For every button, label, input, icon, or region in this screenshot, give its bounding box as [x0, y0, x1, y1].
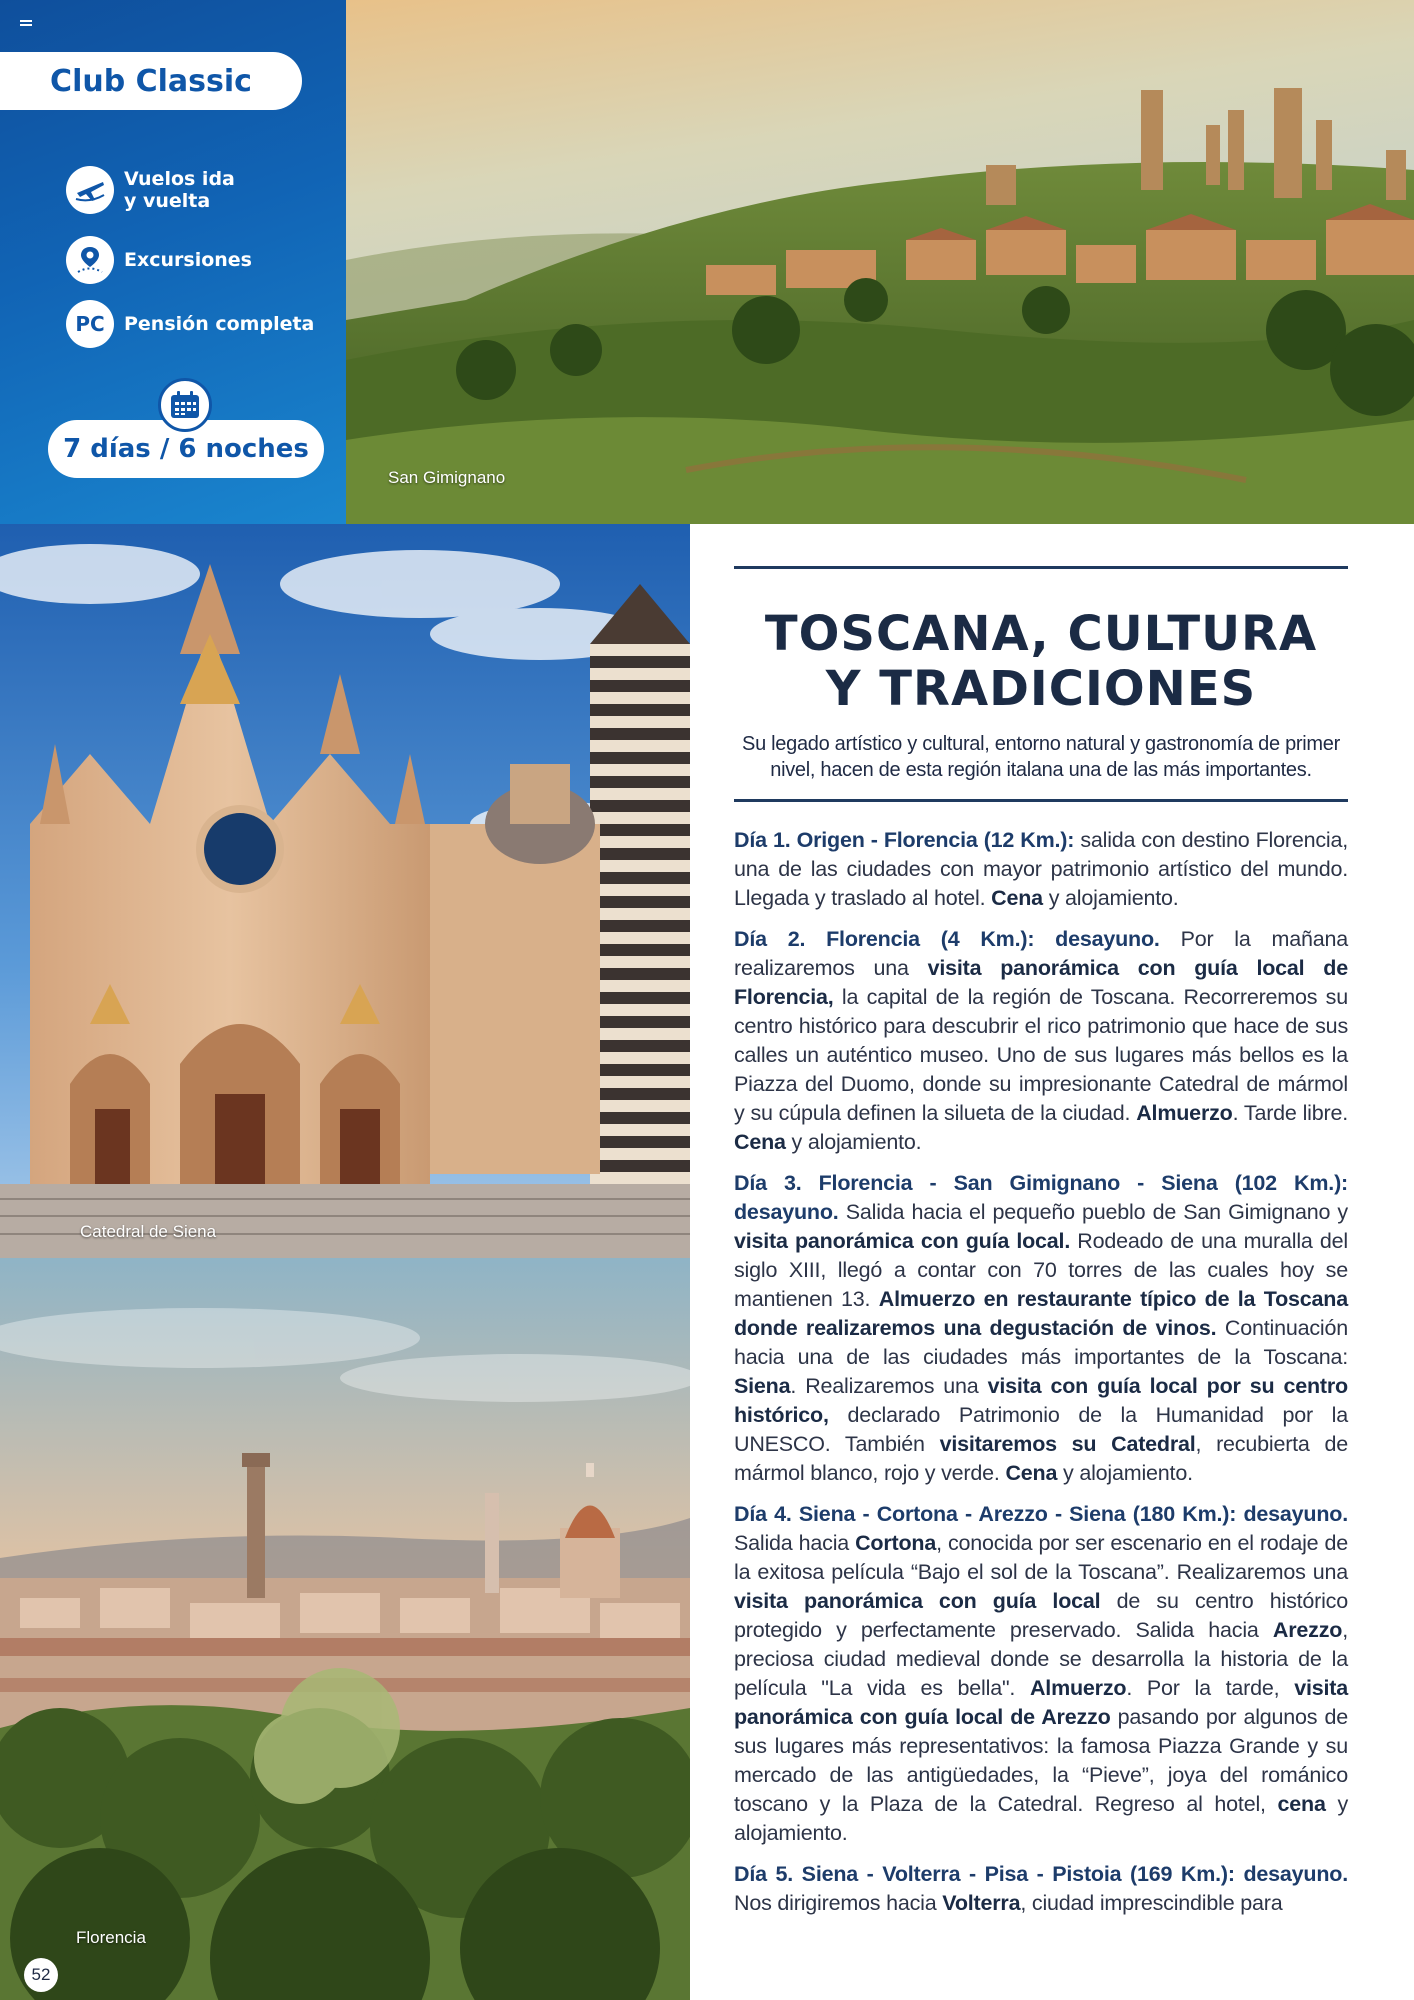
day-text: de su centro histórico protegido y perfectamente preservado. Salida hacia: [734, 1589, 1348, 1642]
day-text: Almuerzo en restaurante típico de la Toscana donde realizaremos una degustación de vinos.: [734, 1287, 1348, 1340]
itinerary-day-3: [734, 1169, 1348, 1488]
location-pin-icon: [66, 236, 114, 284]
day-text: Cortona: [855, 1531, 937, 1555]
feature-full-board-label: Pensión completa: [124, 313, 315, 335]
day-text: Por la mañana realizaremos una: [734, 927, 1348, 980]
itinerary-day-5: [734, 1860, 1348, 1918]
siena-cathedral-photo: [0, 524, 690, 1258]
day-text: Nos dirigiremos hacia: [734, 1891, 943, 1915]
day-text: visitaremos su Catedral: [939, 1432, 1196, 1456]
day-heading: Día 5. Siena - Volterra - Pisa - Pistoia (169 Km.): desayuno.: [734, 1862, 1348, 1886]
san-gimignano-caption: San Gimignano: [388, 468, 506, 487]
day-text: , recubierta de mármol blanco, rojo y verde.: [734, 1432, 1348, 1485]
day-text: salida con destino Florencia, una de las ciudades con mayor patrimonio artístico del mundo. Llegada y traslado al hotel.: [734, 828, 1348, 910]
itinerary-list: [734, 826, 1348, 1918]
feature-flights-label: Vuelos ida y vuelta: [124, 168, 235, 212]
day-heading: Día 2. Florencia (4 Km.): desayuno.: [734, 927, 1160, 951]
duration-pill: 7 días / 6 noches: [48, 420, 324, 478]
day-text: y alojamiento.: [1042, 886, 1179, 910]
day-text: Continuación hacia una de las ciudades más importantes de la Toscana:: [734, 1316, 1348, 1369]
florence-caption: Florencia: [76, 1928, 146, 1947]
itinerary-day-2: [734, 925, 1348, 1157]
day-text: , preciosa ciudad medieval donde se desarrolla la historia de la película "La vida es bella".: [734, 1618, 1348, 1700]
page-number: 52: [24, 1958, 58, 1992]
day-text: Rodeado de una muralla del siglo XIII, llegó a contar con 70 torres de las cuales hoy se mantienen 13.: [734, 1229, 1348, 1311]
calendar-icon: [158, 378, 212, 432]
day-heading: Día 4. Siena - Cortona - Arezzo - Siena (180 Km.): desayuno.: [734, 1502, 1348, 1526]
page-subtitle: Su legado artístico y cultural, entorno natural y gastronomía de primer nivel, hacen de esta región italana una de las más importantes.: [742, 733, 1340, 781]
florence-photo: [0, 1258, 690, 2000]
feature-excursions-label: Excursiones: [124, 249, 252, 271]
page-title: TOSCANA, CULTURA Y TRADICIONES: [764, 606, 1318, 717]
feature-flights: [66, 166, 235, 214]
day-text: Salida hacia: [734, 1531, 856, 1555]
pc-badge-icon: [66, 300, 114, 348]
day-text: visita panorámica con guía local.: [734, 1229, 1071, 1253]
day-text: la capital de la región de Toscana. Recorreremos su centro histórico para descubrir el rico patrimonio que hace de sus calles un auténtico museo. Uno de sus lugares más bellos es la Piazza del Duomo, donde su impresionante Catedral de mármol y su cúpula definen la silueta de la ciudad.: [734, 985, 1348, 1125]
program-info-panel: [0, 0, 346, 524]
day-text: visita panorámica con guía local: [734, 1589, 1101, 1613]
day-text: visita panorámica con guía local de Florencia,: [734, 956, 1348, 1009]
day-text: Cena: [1005, 1461, 1058, 1485]
feature-full-board: [66, 300, 314, 348]
day-heading: Día 3. Florencia - San Gimignano - Siena (102 Km.): desayuno.: [734, 1171, 1348, 1224]
itinerary-content: [734, 566, 1348, 1930]
day-heading: Día 1. Origen - Florencia (12 Km.):: [734, 828, 1075, 852]
day-text: y alojamiento.: [785, 1130, 922, 1154]
day-text: Almuerzo: [1136, 1101, 1233, 1125]
day-text: Almuerzo: [1029, 1676, 1127, 1700]
day-text: visita panorámica con guía local de Arezzo: [734, 1676, 1348, 1729]
day-text: y alojamiento.: [1057, 1461, 1193, 1485]
feature-excursions: [66, 236, 252, 284]
airplane-icon: [66, 166, 114, 214]
day-text: , conocida por ser escenario en el rodaje de la exitosa película “Bajo el sol de la Toscana”. Realizaremos una: [734, 1531, 1348, 1584]
day-text: Arezzo: [1272, 1618, 1343, 1642]
club-classic-badge: Club Classic: [0, 52, 302, 110]
menu-icon[interactable]: [20, 20, 32, 29]
day-text: . Por la tarde,: [1126, 1676, 1295, 1700]
day-text: pasando por algunos de sus lugares más representativos: la famosa Piazza Grande y su mercado de las antigüedades, la “Pieve”, joya del románico toscano y la Plaza de la Catedral. Regreso al hotel,: [734, 1705, 1348, 1816]
day-text: visita con guía local por su centro histórico,: [734, 1374, 1348, 1427]
itinerary-day-1: [734, 826, 1348, 913]
pc-badge-text: PC: [75, 312, 105, 336]
siena-cathedral-caption: Catedral de Siena: [80, 1222, 217, 1241]
day-text: Cena: [734, 1130, 786, 1154]
title-top-rule: [734, 566, 1348, 569]
day-text: Siena: [734, 1374, 791, 1398]
day-text: . Realizaremos una: [790, 1374, 988, 1398]
san-gimignano-photo: [346, 0, 1414, 524]
day-text: declarado Patrimonio de la Humanidad por la UNESCO. También: [734, 1403, 1348, 1456]
day-text: y alojamiento.: [734, 1792, 1349, 1845]
day-text: Volterra: [942, 1891, 1021, 1915]
day-text: . Tarde libre.: [1232, 1101, 1348, 1125]
subtitle-rule: [734, 799, 1348, 802]
day-text: , ciudad imprescindible para: [1020, 1891, 1283, 1915]
day-text: Salida hacia el pequeño pueblo de San Gimignano y: [838, 1200, 1348, 1224]
day-text: cena: [1277, 1792, 1326, 1816]
day-text: Cena: [991, 886, 1043, 910]
itinerary-day-4: [734, 1500, 1348, 1848]
